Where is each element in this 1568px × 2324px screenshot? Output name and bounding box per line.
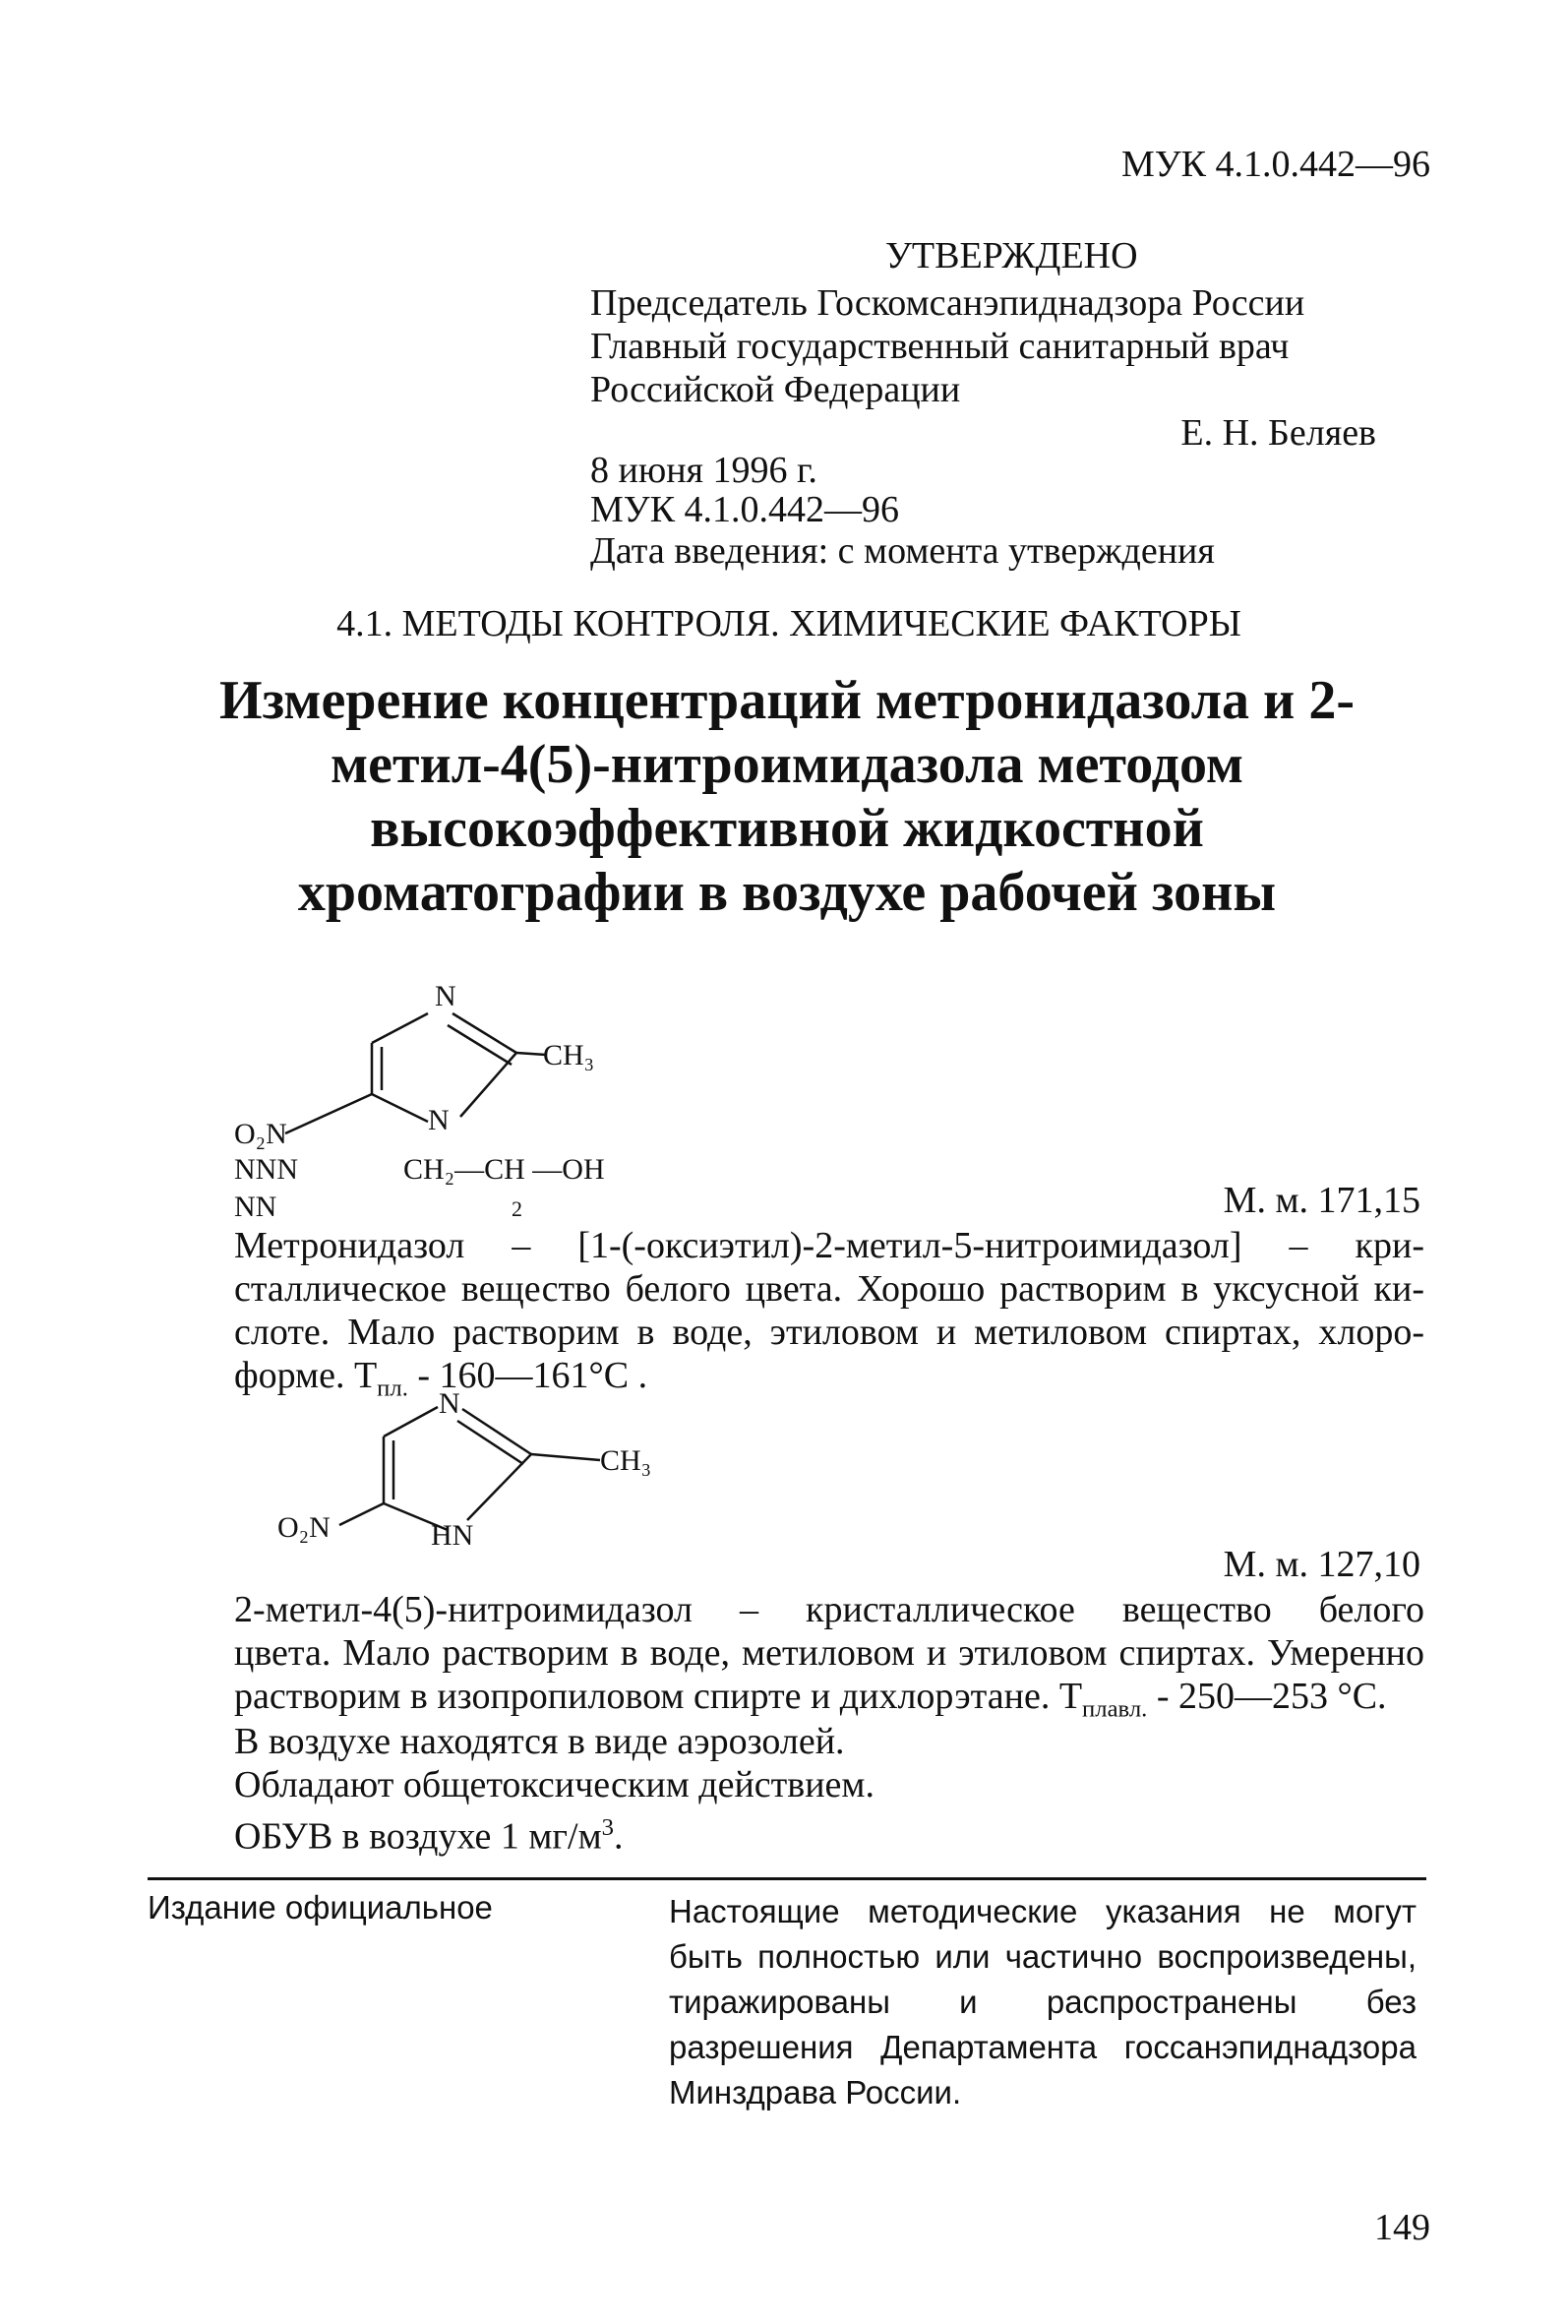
footer-copyright-notice: Настоящие методические указания не могут быть полностью или частично воспроизведены, тиражированы и распространены без разрешения Департамента госсанэпиднадзора Минздрава России.	[669, 1893, 1417, 2110]
approval-position-2: Главный государственный санитарный врач	[590, 326, 1290, 367]
nitroimidazole-n-top: N	[439, 1387, 460, 1420]
metronidazole-nnn-label: NNN	[234, 1153, 298, 1186]
metronidazole-line-3: слоте. Мало растворим в воде, этиловом и метиловом спиртах, хлоро-	[234, 1312, 1424, 1353]
nitroimidazole-ch3: CH₃	[600, 1444, 652, 1477]
melting-point-value: - 160—161°С .	[407, 1355, 648, 1396]
obuv-text: ОБУВ в воздухе 1 мг/м	[234, 1815, 602, 1858]
nitroimidazole-structure	[266, 1387, 698, 1564]
approval-heading: УТВЕРЖДЕНО	[885, 235, 1138, 276]
metronidazole-description	[234, 1224, 1424, 1411]
nitroimidazole-line-2: цвета. Мало растворим в воде, метиловом и этиловом спиртах. Умеренно	[234, 1632, 1424, 1674]
metronidazole-line-2: сталлическое вещество белого цвета. Хорошо растворим в уксусной ки-	[234, 1268, 1424, 1310]
metronidazole-n-top: N	[435, 980, 456, 1012]
document-title: Измерение концентраций метронидазола и 2-метил-4(5)-нитроимидазола методом высокоэффективной жидкостной хроматографии в воздухе рабочей зоны	[219, 670, 1355, 923]
approval-position-1: Председатель Госкомсанэпиднадзора России	[590, 282, 1305, 324]
approval-position-3: Российской Федерации	[590, 369, 961, 410]
note-toxicity: Обладают общетоксическим действием.	[234, 1764, 874, 1805]
metronidazole-subscript-2: 2	[512, 1196, 522, 1221]
section-heading: 4.1. МЕТОДЫ КОНТРОЛЯ. ХИМИЧЕСКИЕ ФАКТОРЫ	[336, 603, 1241, 644]
metronidazole-molar-mass: М. м. 171,15	[1223, 1180, 1420, 1221]
obuv-period: .	[613, 1815, 624, 1858]
obuv-superscript: 3	[601, 1814, 614, 1841]
nitroimidazole-o2n: O₂N	[277, 1511, 331, 1544]
document-code: МУК 4.1.0.442—96	[1120, 144, 1430, 185]
melting-point-2-label: растворим в изопропиловом спирте и дихлорэтане. Т	[234, 1676, 1083, 1717]
melting-point-2-value: - 250—253 °С.	[1147, 1676, 1387, 1717]
approval-date: 8 июня 1996 г.	[590, 450, 817, 491]
nitroimidazole-description	[234, 1588, 1424, 1732]
nitroimidazole-molar-mass: М. м. 127,10	[1223, 1544, 1420, 1585]
metronidazole-n-ring: N	[428, 1104, 450, 1136]
melting-point-label: форме. Т	[234, 1355, 378, 1396]
metronidazole-side-chain: CH₂—CH —OH	[403, 1153, 605, 1186]
nitroimidazole-hn: HN	[431, 1519, 474, 1552]
metronidazole-nn-label: NN	[234, 1191, 277, 1223]
approval-signatory: Е. Н. Беляев	[1180, 412, 1376, 454]
note-aerosol: В воздухе находятся в виде аэрозолей.	[234, 1721, 845, 1762]
melting-point-2-subscript: плавл.	[1082, 1695, 1148, 1723]
melting-point-subscript: пл.	[377, 1375, 408, 1402]
approval-doc-code: МУК 4.1.0.442—96	[590, 489, 900, 530]
nitroimidazole-line-1: 2-метил-4(5)-нитроимидазол – кристаллическое вещество белого	[234, 1589, 1424, 1630]
metronidazole-ch3: CH₃	[543, 1039, 595, 1071]
metronidazole-line-1: Метронидазол – [1-(-оксиэтил)-2-метил-5-нитроимидазол] – кри-	[234, 1225, 1424, 1266]
approval-effective-date: Дата введения: с момента утверждения	[590, 530, 1215, 572]
metronidazole-structure	[226, 974, 738, 1230]
obuv-line	[234, 1806, 623, 1859]
page-number: 149	[1374, 2207, 1430, 2248]
footer-divider	[148, 1877, 1426, 1880]
footer-official-edition: Издание официальное	[148, 1889, 493, 1926]
metronidazole-o2n: O₂N	[234, 1118, 287, 1150]
